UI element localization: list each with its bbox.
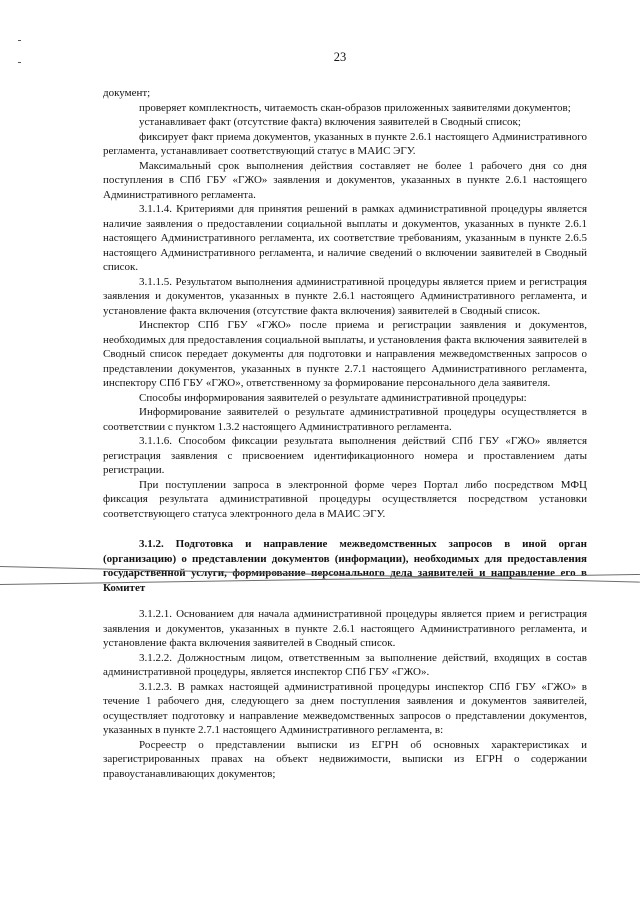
paragraph: 3.1.1.4. Критериями для принятия решений в рамках административной процедуры является наличие заявления о предоставлении социальной выплаты и документов, указанных в пункте 2.6.1 настоящего Административного регламента, их соответствие требованиям, указанным в пункте 2.6.5 настоящего Административного регламента, и наличие сведений о включении заявителей в Сводный список.: [103, 203, 587, 273]
section-heading: 3.1.2. Подготовка и направление межведомственных запросов в иной орган (организацию) о представлении документов (информации), необходимых для предоставления государственной услуги, формирование персонального дела заявителей и направление его в Комитет: [103, 538, 587, 594]
paragraph: 3.1.2.2. Должностным лицом, ответственным за выполнение действий, входящих в состав административной процедуры, является инспектор СПб ГБУ «ГЖО».: [103, 651, 587, 678]
paragraph: 3.1.2.3. В рамках настоящей административной процедуры инспектор СПб ГБУ «ГЖО» в течение 1 рабочего дня, следующего за днем поступления заявления и документов заявителей, осуществляет подготовку и направление межведомственных запросов о представлении документов, указанных в пункте 2.7.1 настоящего Административного регламента, в:: [103, 680, 587, 736]
paragraph: Инспектор СПб ГБУ «ГЖО» после приема и регистрации заявления и документов, необходимых для предоставления социальной выплаты, и установления факта включения заявителей в Сводный список передает документы для подготовки и направления межведомственных запросов о представлении документов, указанных в пункте 2.7.1 настоящего Административного регламента, инспектору СПб ГБУ «ГЖО», ответственному за формирование персонального дела заявителя.: [103, 319, 587, 389]
margin-mark: [18, 40, 21, 41]
page-number: 23: [333, 50, 347, 64]
paragraph: устанавливает факт (отсутствие факта) включения заявителей в Сводный список;: [139, 116, 521, 128]
document-body: [103, 86, 587, 781]
paragraph: 3.1.2.1. Основанием для начала административной процедуры является прием и регистрация заявления и документов, указанных в пункте 2.6.1 настоящего Административного регламента, и установление факта включения заявителей в Сводный список.: [103, 608, 587, 649]
paragraph: Информирование заявителей о результате административной процедуры осуществляется в соответствии с пунктом 1.3.2 настоящего Административного регламента.: [103, 406, 587, 433]
paragraph: 3.1.1.6. Способом фиксации результата выполнения действий СПб ГБУ «ГЖО» является регистрация заявления с присвоением идентификационного номера и проставлением даты регистрации.: [103, 435, 587, 476]
paragraph: 3.1.1.5. Результатом выполнения административной процедуры является прием и регистрация заявления и документов, указанных в пункте 2.6.1 настоящего Административного регламента, и установление факта включения (отсутствие факта включения) заявителей в Сводный список.: [103, 275, 587, 317]
paragraph: проверяет комплектность, читаемость скан-образов приложенных заявителями документов;: [139, 101, 571, 114]
paragraph: При поступлении запроса в электронной форме через Портал либо посредством МФЦ фиксация результата административной процедуры осуществляется посредством установки соответствующего статуса электронного дела в МАИС ЭГУ.: [103, 478, 587, 520]
spacer: [103, 521, 587, 535]
paragraph: Максимальный срок выполнения действия составляет не более 1 рабочего дня со дня поступления в СПб ГБУ «ГЖО» заявления и документов, указанных в пункте 2.6.1 настоящего Административного регламента.: [103, 159, 587, 201]
paragraph: документ;: [103, 87, 151, 99]
paragraph: Способы информирования заявителей о результате административной процедуры:: [139, 391, 527, 404]
paragraph: фиксирует факт приема документов, указанных в пункте 2.6.1 настоящего Административного регламента, устанавливает соответствующий статус в МАИС ЭГУ.: [103, 130, 587, 157]
spacer: [103, 595, 587, 607]
paragraph: Росреестр о представлении выписки из ЕГРН об основных характеристиках и зарегистрированных правах на объект недвижимости, выписки из ЕГРН о содержании правоустанавливающих документов;: [103, 738, 587, 780]
